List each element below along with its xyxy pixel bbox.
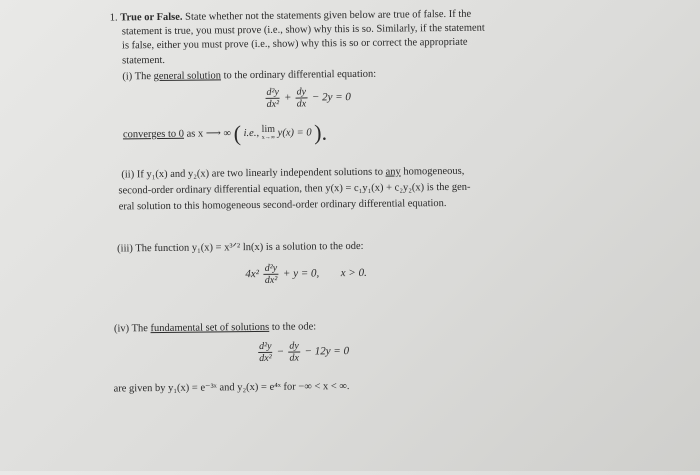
intro-text-1: State whether not the statements given below are true of false. If the [185, 8, 472, 23]
any-term: any [385, 166, 401, 178]
fraction-d2y-dx2: $\frac{\text{d²y}}{\text{dx²}}$ [259, 340, 272, 364]
part-iv-equation: $\frac{\text{d²y}}{\text{dx²}}$ − $\frac{dy}{dx}$ − 12y = 0 [259, 340, 350, 364]
part-ii-line2: second-order ordinary differential equation, then y(x) = c₁y₁(x) + c₂y₂(x) is the gen- [118, 181, 471, 197]
intro-text-3: is false, either you must prove (i.e., show) why this is so or correct the appropriate [121, 36, 468, 52]
fraction-d2y-dx2: $\frac{\text{d²y}}{\text{dx²}}$ [266, 86, 280, 110]
converges-term: converges to 0 [122, 128, 185, 141]
part-iv-statement: (iv) The fundamental set of solutions to the ode: [113, 321, 317, 335]
limit-operator: lim x→∞ [261, 123, 276, 141]
part-i-convergence: converges to 0 as x ⟶ ∞ ( i.e., lim x→∞ y(x) = 0 ). [122, 119, 328, 146]
fraction-dy-dx: $\frac{dy}{dx}$ [296, 86, 307, 110]
part-iii-equation: 4x² $\frac{\text{d²y}}{\text{dx²}}$ + y = 0, x > 0. [245, 262, 367, 286]
part-ii-line3: eral solution to this homogeneous second-order ordinary differential equation. [118, 197, 447, 213]
general-solution-term: general solution [153, 70, 222, 83]
part-iv-given: are given by y₁(x) = e⁻³ˣ and y₂(x) = e⁴ˣ for −∞ < x < ∞. [113, 381, 350, 395]
fraction-d2y-dx2: $\frac{\text{d²y}}{\text{dx²}}$ [264, 262, 278, 286]
part-ii-line1: (ii) If y₁(x) and y₂(x) are two linearly independent solutions to any homogeneous, [121, 165, 465, 181]
part-iii-line1: (iii) The function y₁(x) = x³ᐟ² ln(x) is a solution to the ode: [117, 240, 364, 255]
intro-text-2: statement is true, you must prove (i.e., show) why this is so. Similarly, if the statement [121, 22, 485, 38]
problem-number: 1. [109, 12, 118, 24]
part-i-statement [122, 68, 376, 84]
intro-text-4: statement. [122, 54, 166, 67]
fundamental-set-term: fundamental set of solutions [150, 321, 270, 335]
part-i-rest: to the ordinary differential equation: [223, 68, 377, 82]
part-i-equation: $\frac{\text{d²y}}{\text{dx²}}$ + $\frac{dy}{dx}$ − 2y = 0 [266, 86, 351, 110]
problem-heading: True or False. [120, 11, 183, 24]
part-i-label: (i) The [122, 71, 152, 83]
fraction-dy-dx: $\frac{dy}{dx}$ [289, 340, 299, 364]
